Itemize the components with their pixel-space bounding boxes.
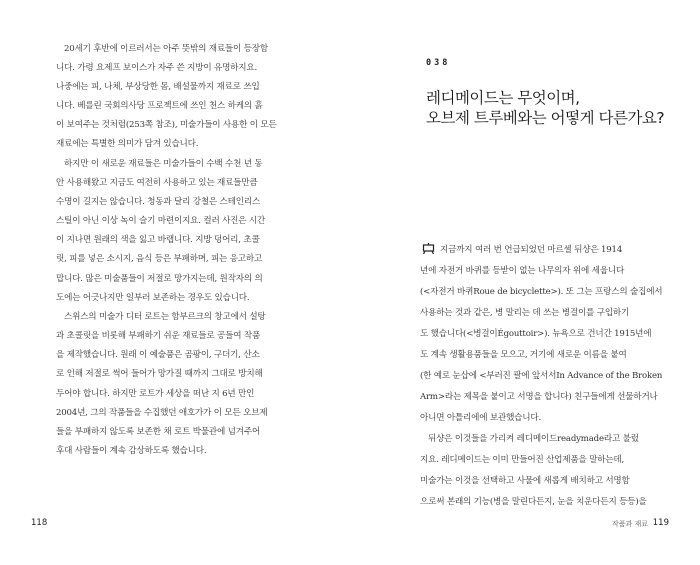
text-line: 들을 부패하지 않도록 보존한 채 로트 박물관에 넘겨주어 xyxy=(56,427,261,437)
text-line: 니다. 베를린 국회의사당 프로젝트에 쓰인 천스 하케의 흙 xyxy=(56,101,263,111)
text-line: Arm>라는 제목을 붙이고 서명을 합니다) 친구들에게 선물하거나 xyxy=(420,392,658,402)
text-line: 2004년, 그의 작품들을 수집했던 애호가가 이 모든 오브제 xyxy=(56,408,268,418)
text-line: (<자전거 바퀴Roue de bicyclette>). 또 그는 프랑스의 술집에서 xyxy=(420,287,663,297)
text-line: 이 지나면 원래의 색을 잃고 바랩니다. 지방 덩어리, 초콜 xyxy=(56,235,260,245)
text-line: 뒤샹은 이것들을 가리켜 레디메이드readymade라고 불렀 xyxy=(428,434,639,444)
text-line: 두어야 합니다. 하지만 로트가 세상을 떠난 지 6년 만인 xyxy=(56,389,255,399)
text-line: 안 사용해왔고 지금도 여전히 사용하고 있는 재료들만큼 xyxy=(56,178,258,188)
text-line: 아니면 아틀리에에 보관했습니다. xyxy=(420,413,542,423)
text-line: 맙니다. 많은 미술품들이 저절로 망가지는데, 원작자의 의 xyxy=(56,274,263,284)
text-line: 사용하는 것과 같은, 병 말리는 데 쓰는 병걸이를 구입하기 xyxy=(420,308,630,318)
text-line: 스위스의 미술가 디터 로트는 함부르크의 창고에서 설탕 xyxy=(64,312,266,322)
text-line: 나중에는 피, 나체, 부상당한 몸, 배설물까지 재료로 쓰입 xyxy=(56,82,260,92)
text-line: 미술가는 이것을 선택하고 사물에 새롭게 배치하고 서명함 xyxy=(420,476,630,486)
right-page xyxy=(350,0,700,565)
text-line: 이 보여주는 것처럼(253쪽 참조), 미술가들이 사용한 이 모든 xyxy=(56,120,277,130)
text-line: (한 예로 눈삽에 <부러진 팔에 앞서서In Advance of the Broken xyxy=(420,371,663,381)
text-line: 도 계속 생활용품들을 모으고, 거기에 새로운 이름을 붙여 xyxy=(420,350,627,360)
text-line: 도에는 어긋나지만 일부러 보존하는 경우도 있습니다. xyxy=(56,293,250,303)
text-line: 후대 사람들이 계속 감상하도록 했습니다. xyxy=(56,446,207,456)
chapter-title-line: 레디메이드는 무엇이며, xyxy=(426,89,580,107)
easel-icon xyxy=(422,243,435,254)
page-number: 119 xyxy=(652,518,669,528)
text-line: 으로써 본래의 기능(병을 말린다든지, 눈을 치운다든지 등등)을 xyxy=(420,497,647,507)
text-line: 하지만 이 새로운 재료들은 미술가들이 수백 수천 년 동 xyxy=(64,159,263,169)
text-line: 지금까지 여러 번 언급되었던 마르셀 뒤샹은 1914 xyxy=(440,245,623,255)
text-line: 니다. 가령 요제프 보이스가 자주 쓴 지방이 유명하지요. xyxy=(56,63,258,73)
running-head: 작품과 재료 xyxy=(611,520,648,528)
text-line: 과 초콜릿을 비롯해 부패하기 쉬운 재료들로 공들여 작품 xyxy=(56,331,261,341)
text-line: 을 제작했습니다. 원래 이 예술품은 곰팡이, 구더기, 산소 xyxy=(56,350,260,360)
chapter-title-line: 오브제 트루베와는 어떻게 다른가요? xyxy=(426,109,665,127)
text-line: 수명이 길지는 않습니다. 청동과 달리 강철은 스테인리스 xyxy=(56,197,261,207)
text-line: 지요. 레디메이드는 이미 만들어진 산업제품을 말하는데, xyxy=(420,455,625,465)
chapter-number: 038 xyxy=(426,58,451,68)
text-line: 년에 자전거 바퀴를 등받이 없는 나무의자 위에 세웁니다 xyxy=(420,266,625,276)
text-line: 재료에는 특별한 의미가 담겨 있습니다. xyxy=(56,139,199,149)
text-line: 스틸이 아닌 이상 녹이 슬기 마련이지요. 컬러 사진은 시간 xyxy=(56,216,266,226)
text-line: 릿, 피를 넣은 소시지, 음식 등은 부패하며, 피는 응고하고 xyxy=(56,254,263,264)
text-line: 도 했습니다(<병걸이Égouttoir>). 뉴욕으로 건너간 1915년에 xyxy=(420,329,652,339)
text-line: 로 인해 저절로 썩어 들어가 망가질 때까지 그대로 방치해 xyxy=(56,369,263,379)
page-number: 118 xyxy=(31,518,48,528)
text-line: 20세기 후반에 이르러서는 아주 뜻밖의 재료들이 등장함 xyxy=(64,44,268,54)
